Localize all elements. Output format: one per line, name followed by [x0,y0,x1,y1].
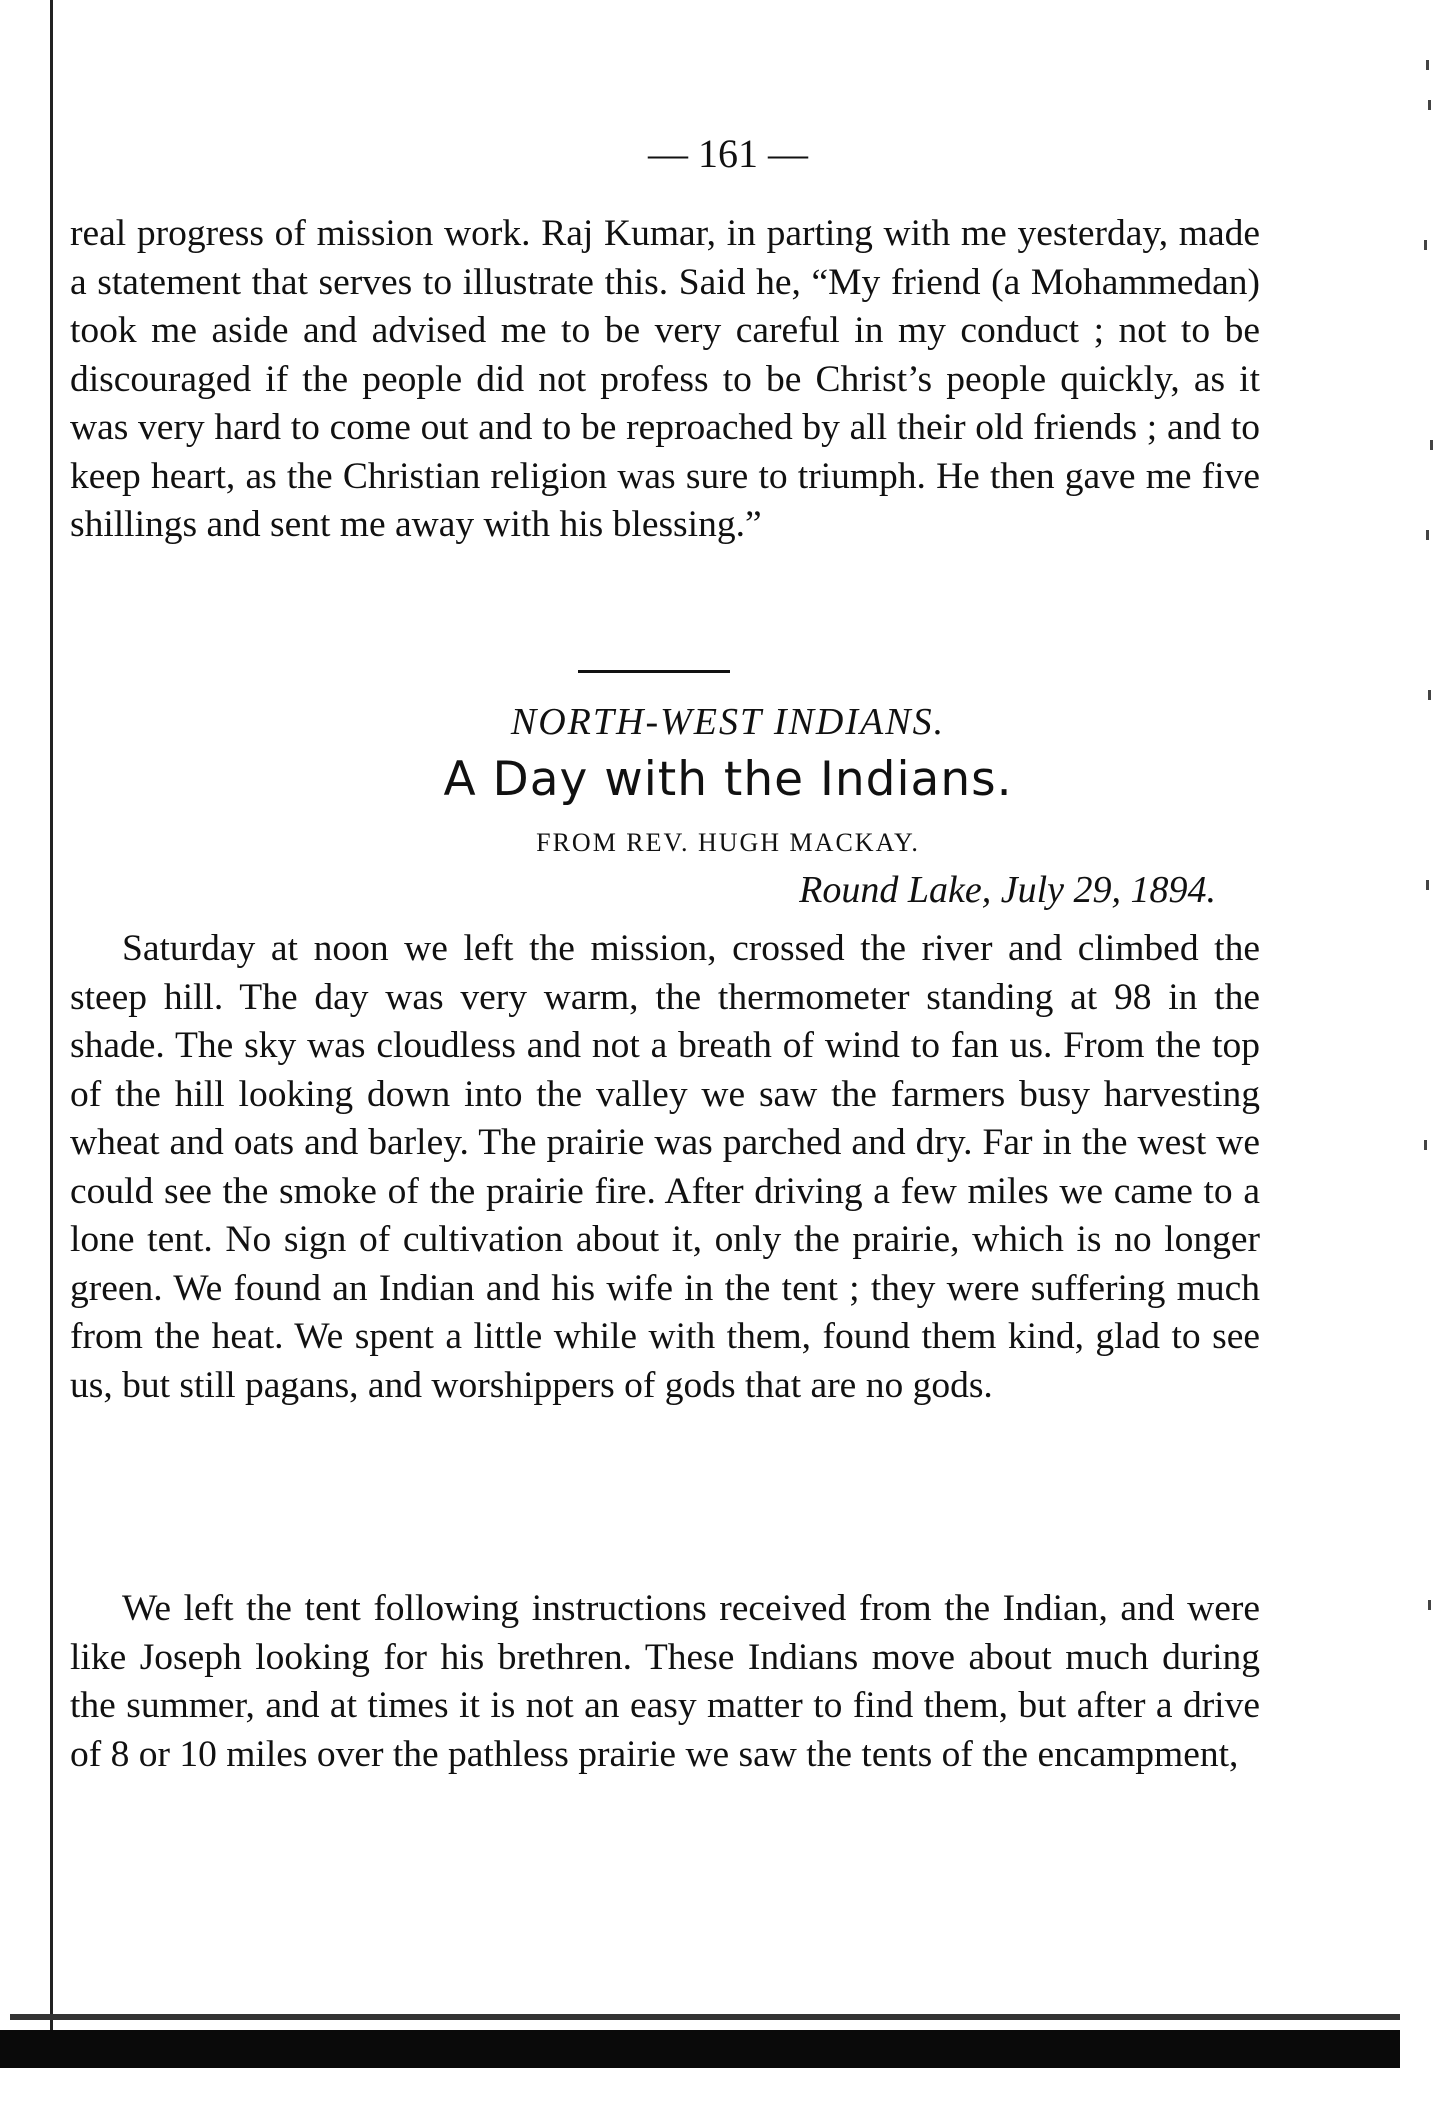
article-paragraph-1 [70,925,1260,1410]
bottom-edge-line [10,2014,1400,2020]
paragraph-continued [70,210,1260,550]
article-paragraph-2 [70,1585,1260,1779]
paragraph-text: We left the tent following instructions received from the Indian, and were like Joseph looking for his brethren. These Indians move about much during the summer, and at times it is not an easy matter to find them, but after a drive of 8 or 10 miles over the pathless prairie we saw the tents of the encampment, [70,1588,1260,1775]
section-heading: NORTH-WEST INDIANS. [510,701,946,743]
section-divider [578,670,730,673]
page-number: — 161 — [648,131,808,176]
margin-specks [1406,40,1456,1790]
bottom-edge-bar [0,2030,1400,2068]
dateline: Round Lake, July 29, 1894. [799,869,1216,911]
paragraph-text: Saturday at noon we left the mission, crossed the river and climbed the steep hill. The day was very warm, the thermometer standing at 98 in the shade. The sky was cloudless and not a breath of wind to fan us. From the top of the hill looking down into the valley we saw the farmers busy harvesting wheat and oats and barley. The prairie was parched and dry. Far in the west we could see the smoke of the prairie fire. After driving a few miles we came to a lone tent. No sign of cultivation about it, only the prairie, which is no longer green. We found an Indian and his wife in the tent ; they were suffering much from the heat. We spent a little while with them, found them kind, glad to see us, but still pagans, and worshippers of gods that are no gods. [70,928,1260,1406]
page-edge-line [50,0,53,2050]
byline: FROM REV. HUGH MACKAY. [536,828,920,857]
article-title: A Day with the Indians. [443,752,1013,807]
paragraph-text: real progress of mission work. Raj Kumar, in parting with me yesterday, made a statement that serves to illustrate this. Said he, “My friend (a Mohammedan) took me aside and advised me to be very careful in my conduct ; not to be discouraged if the people did not profess to be Christ’s people quickly, as it was very hard to come out and to be reproached by all their old friends ; and to keep heart, as the Christian religion was sure to triumph. He then gave me five shillings and sent me away with his blessing.” [70,213,1260,545]
